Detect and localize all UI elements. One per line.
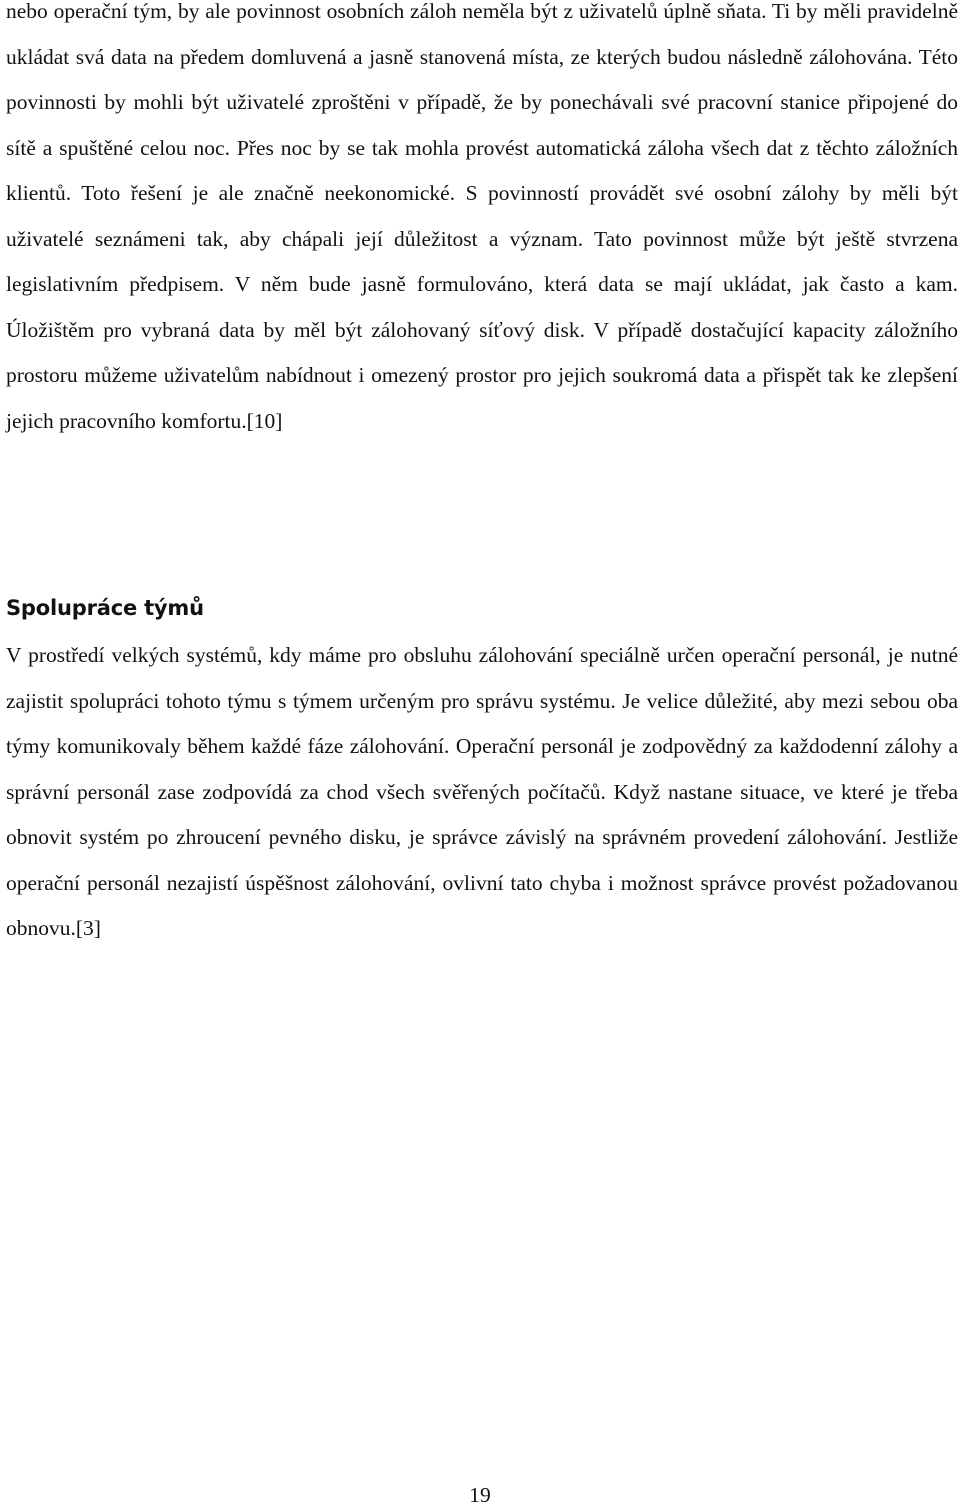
page-number: 19 (469, 1483, 491, 1507)
section-heading: Spolupráce týmů (6, 596, 204, 620)
paragraph-team-cooperation: V prostředí velkých systémů, kdy máme pro obsluhu zálohování speciálně určen operační personál, je nutné zajistit spolupráci tohoto týmu s týmem určeným pro správu systému. Je velice důležité, aby mezi sebou oba týmy komunikovaly během každé fáze zálohování. Operační personál je zodpovědný za každodenní zálohy a správní personál zase zodpovídá za chod všech svěřených počítačů. Když nastane situace, ve které je třeba obnovit systém po zhroucení pevného disku, je správce závislý na správném provedení zálohování. Jestliže operační personál nezajistí úspěšnost zálohování, ovlivní tato chyba i možnost správce provést požadovanou obnovu.[3] (6, 643, 958, 940)
paragraph-personal-backups: nebo operační tým, by ale povinnost osobních záloh neměla být z uživatelů úplně sňata. Ti by měli pravidelně ukládat svá data na předem domluvená a jasně stanovená místa, ze kterých budou následně zálohována. Této povinnosti by mohli být uživatelé zproštěni v případě, že by ponechávali své pracovní stanice připojené do sítě a spuštěné celou noc. Přes noc by se tak mohla provést automatická záloha všech dat z těchto záložních klientů. Toto řešení je ale značně neekonomické. S povinností provádět své osobní zálohy by měli být uživatelé seznámeni tak, aby chápali její důležitost a význam. Tato povinnost může být ještě stvrzena legislativním předpisem. V něm bude jasně formulováno, která data se mají ukládat, jak často a kam. Úložištěm pro vybraná data by měl být zálohovaný síťový disk. V případě dostačující kapacity záložního prostoru můžeme uživatelům nabídnout i omezený prostor pro jejich soukromá data a přispět tak ke zlepšení jejich pracovního komfortu.[10] (6, 0, 958, 433)
